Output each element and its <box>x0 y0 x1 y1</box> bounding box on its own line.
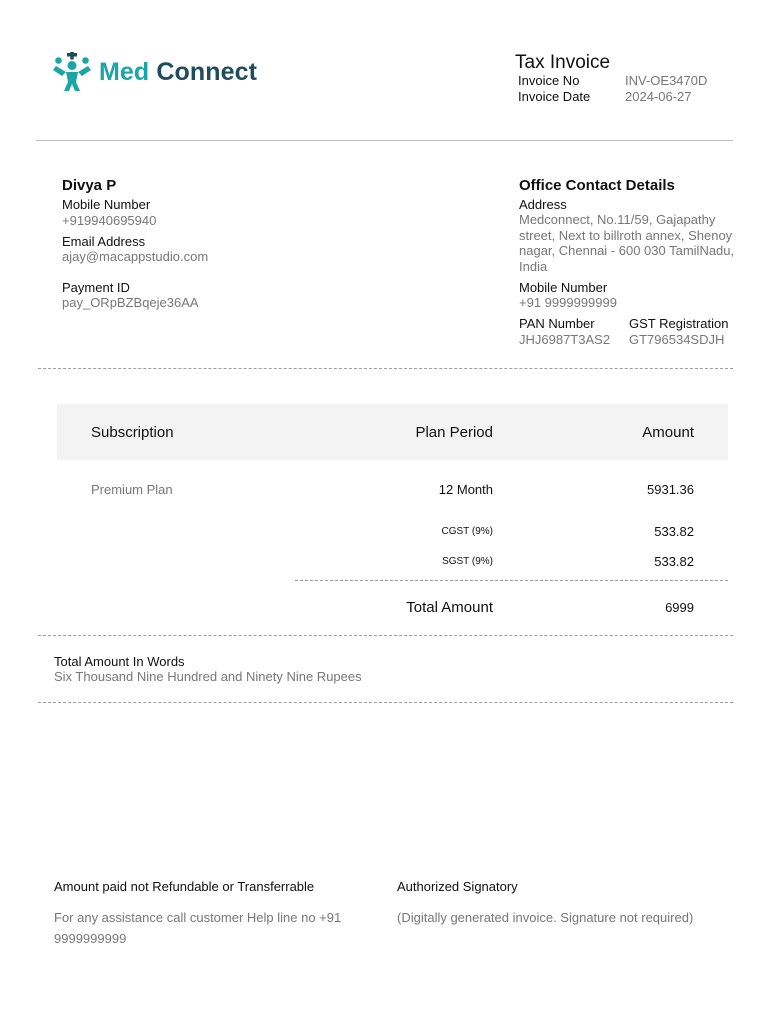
cgst-value: 533.82 <box>654 524 694 539</box>
pan-number-value: JHJ6987T3AS2 <box>519 332 611 347</box>
customer-email-label: Email Address <box>62 234 146 249</box>
amount-words-label: Total Amount In Words <box>54 654 185 669</box>
sgst-label: SGST (9%) <box>442 556 493 567</box>
authorized-signatory-label: Authorized Signatory <box>397 879 518 894</box>
medical-staff-icon <box>52 52 92 92</box>
gst-registration-value: GT796534SDJH <box>629 332 725 347</box>
total-amount-label: Total Amount <box>406 599 493 616</box>
office-address-value: Medconnect, No.11/59, Gajapathy street, Next to billroth annex, Shenoy nagar, Chennai - 600 030 TamilNadu, India <box>519 212 735 274</box>
brand-name-connect: Connect <box>156 58 258 86</box>
office-address-label: Address <box>519 197 567 212</box>
plan-name: Premium Plan <box>91 482 173 497</box>
subtotal-divider <box>295 580 728 581</box>
details-divider <box>38 368 733 369</box>
total-divider <box>38 635 733 636</box>
customer-name: Divya P <box>62 177 117 194</box>
brand-name-med: Med <box>99 58 150 86</box>
total-amount-value: 6999 <box>665 600 694 615</box>
refund-policy-label: Amount paid not Refundable or Transferrable <box>54 879 315 894</box>
office-mobile-label: Mobile Number <box>519 280 608 295</box>
customer-mobile-label: Mobile Number <box>62 197 151 212</box>
brand-logo <box>52 52 272 94</box>
office-mobile-value: +91 9999999999 <box>519 295 617 310</box>
invoice-number-value: INV-OE3470D <box>625 73 708 88</box>
invoice-date-value: 2024-06-27 <box>625 89 692 104</box>
customer-email-value: ajay@macappstudio.com <box>62 249 209 264</box>
invoice-title: Tax Invoice <box>515 52 611 73</box>
brand-name <box>99 58 257 87</box>
signature-note: (Digitally generated invoice. Signature not required) <box>397 910 694 925</box>
sgst-value: 533.82 <box>654 554 694 569</box>
header-divider <box>36 140 733 141</box>
words-divider <box>38 702 733 703</box>
customer-mobile-value: +919940695940 <box>62 213 157 228</box>
header-amount: Amount <box>642 424 694 441</box>
header-subscription: Subscription <box>91 424 174 441</box>
amount-words-value: Six Thousand Nine Hundred and Ninety Nine Rupees <box>54 669 362 684</box>
cgst-label: CGST (9%) <box>441 526 493 537</box>
invoice-date-label: Invoice Date <box>518 89 591 104</box>
office-contact-title: Office Contact Details <box>519 177 675 194</box>
help-line-text: For any assistance call customer Help line no +91 9999999999 <box>54 910 342 946</box>
invoice-number-label: Invoice No <box>518 73 580 88</box>
plan-period: 12 Month <box>438 482 493 497</box>
gst-registration-label: GST Registration <box>629 316 729 331</box>
header-plan-period: Plan Period <box>415 424 493 441</box>
plan-amount: 5931.36 <box>647 482 694 497</box>
payment-id-label: Payment ID <box>62 280 130 295</box>
payment-id-value: pay_ORpBZBqeje36AA <box>62 295 199 310</box>
pan-number-label: PAN Number <box>519 316 595 331</box>
